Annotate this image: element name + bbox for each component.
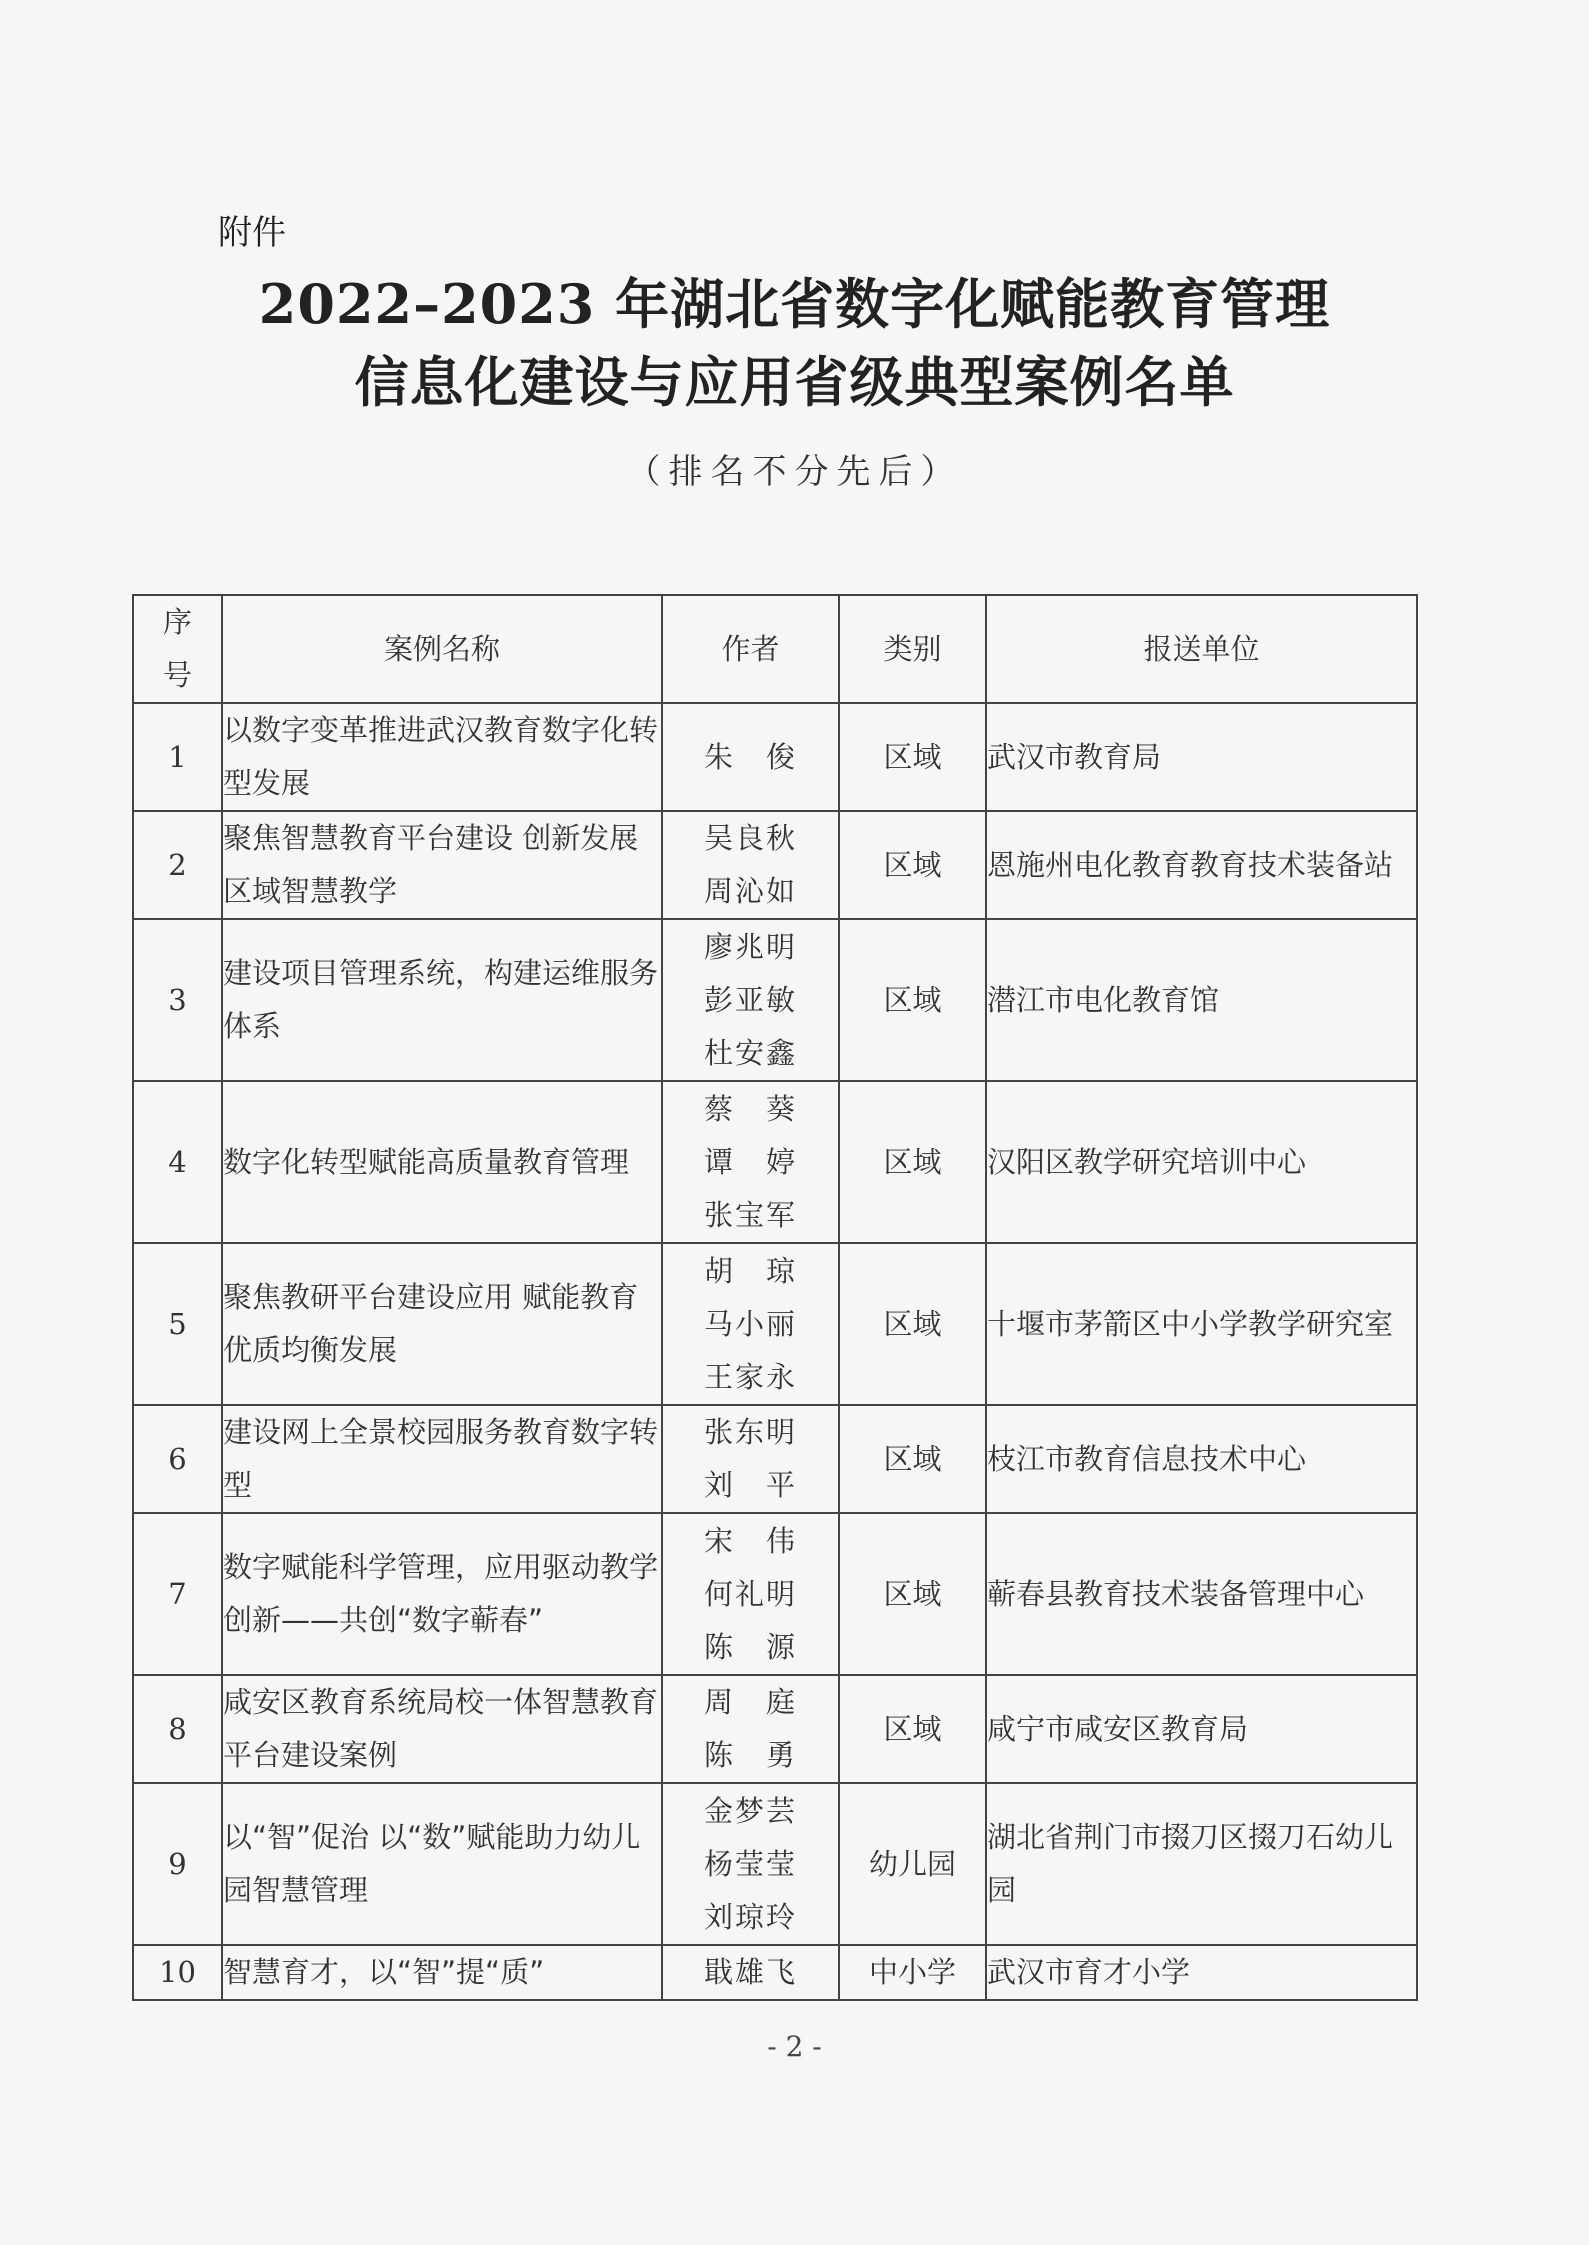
cell-category: 区域 bbox=[839, 1675, 986, 1783]
table-row bbox=[133, 919, 1417, 1081]
cell-category: 区域 bbox=[839, 1081, 986, 1243]
author-name: 王家永 bbox=[703, 1359, 797, 1394]
author-name: 宋 伟 bbox=[703, 1523, 797, 1558]
cell-no: 8 bbox=[133, 1675, 222, 1783]
table-row bbox=[133, 1675, 1417, 1783]
cell-authors bbox=[662, 703, 839, 811]
header-no bbox=[133, 595, 222, 703]
cell-case-name: 建设项目管理系统，构建运维服务体系 bbox=[222, 919, 662, 1081]
cell-case-name: 以“智”促治 以“数”赋能助力幼儿园智慧管理 bbox=[222, 1783, 662, 1945]
cell-unit: 汉阳区教学研究培训中心 bbox=[986, 1081, 1417, 1243]
cell-no: 10 bbox=[133, 1945, 222, 2000]
cell-unit: 十堰市茅箭区中小学教学研究室 bbox=[986, 1243, 1417, 1405]
cell-unit: 恩施州电化教育教育技术装备站 bbox=[986, 811, 1417, 919]
cell-category: 区域 bbox=[839, 919, 986, 1081]
author-name: 戢雄飞 bbox=[703, 1955, 797, 1989]
cell-category: 区域 bbox=[839, 811, 986, 919]
table-row bbox=[133, 1783, 1417, 1945]
author-name: 杨莹莹 bbox=[703, 1846, 797, 1881]
cell-authors bbox=[662, 1675, 839, 1783]
cell-authors bbox=[662, 1513, 839, 1675]
cell-case-name: 聚焦教研平台建设应用 赋能教育优质均衡发展 bbox=[222, 1243, 662, 1405]
header-name: 案例名称 bbox=[222, 595, 662, 703]
author-name: 周沁如 bbox=[703, 874, 797, 908]
cell-unit: 蕲春县教育技术装备管理中心 bbox=[986, 1513, 1417, 1675]
author-name: 吴良秋 bbox=[703, 821, 797, 855]
cell-case-name: 数字赋能科学管理，应用驱动教学创新——共创“数字蕲春” bbox=[222, 1513, 662, 1675]
author-name: 马小丽 bbox=[703, 1306, 797, 1341]
author-name: 杜安鑫 bbox=[703, 1035, 797, 1070]
table-row bbox=[133, 1405, 1417, 1513]
cell-category: 中小学 bbox=[839, 1945, 986, 2000]
cell-authors bbox=[662, 811, 839, 919]
header-author: 作者 bbox=[662, 595, 839, 703]
cell-no: 5 bbox=[133, 1243, 222, 1405]
cell-authors bbox=[662, 1081, 839, 1243]
author-name: 刘琼玲 bbox=[703, 1899, 797, 1934]
author-name: 金梦芸 bbox=[703, 1793, 797, 1828]
document-subtitle: （排名不分先后） bbox=[626, 452, 963, 492]
cell-case-name: 聚焦智慧教育平台建设 创新发展区域智慧教学 bbox=[222, 811, 662, 919]
cell-no: 9 bbox=[133, 1783, 222, 1945]
author-name: 彭亚敏 bbox=[703, 982, 797, 1017]
cell-no: 2 bbox=[133, 811, 222, 919]
header-unit: 报送单位 bbox=[986, 595, 1417, 703]
cell-unit: 湖北省荆门市掇刀区掇刀石幼儿园 bbox=[986, 1783, 1417, 1945]
cell-category: 区域 bbox=[839, 1513, 986, 1675]
table-body bbox=[133, 703, 1417, 2000]
author-name: 刘 平 bbox=[703, 1468, 797, 1502]
case-list-table bbox=[132, 594, 1418, 2001]
header-no-line1: 序 bbox=[162, 605, 192, 639]
header-category: 类别 bbox=[839, 595, 986, 703]
table-row bbox=[133, 811, 1417, 919]
author-name: 廖兆明 bbox=[703, 929, 797, 964]
cell-unit: 枝江市教育信息技术中心 bbox=[986, 1405, 1417, 1513]
table-row bbox=[133, 703, 1417, 811]
table-row bbox=[133, 1945, 1417, 2000]
author-name: 张东明 bbox=[703, 1415, 797, 1449]
cell-case-name: 咸安区教育系统局校一体智慧教育平台建设案例 bbox=[222, 1675, 662, 1783]
author-name: 胡 琼 bbox=[703, 1253, 797, 1288]
cell-authors bbox=[662, 1945, 839, 2000]
author-name: 陈 源 bbox=[703, 1629, 797, 1664]
cell-case-name: 以数字变革推进武汉教育数字化转型发展 bbox=[222, 703, 662, 811]
header-no-line2: 号 bbox=[162, 658, 192, 692]
cell-no: 6 bbox=[133, 1405, 222, 1513]
cell-authors bbox=[662, 1405, 839, 1513]
author-name: 陈 勇 bbox=[703, 1738, 797, 1772]
page-number: - 2 - bbox=[767, 2030, 822, 2063]
cell-category: 区域 bbox=[839, 1243, 986, 1405]
cell-unit: 潜江市电化教育馆 bbox=[986, 919, 1417, 1081]
cell-category: 幼儿园 bbox=[839, 1783, 986, 1945]
cell-unit: 武汉市教育局 bbox=[986, 703, 1417, 811]
cell-authors bbox=[662, 1243, 839, 1405]
cell-category: 区域 bbox=[839, 703, 986, 811]
document-title-line2: 信息化建设与应用省级典型案例名单 bbox=[354, 350, 1235, 414]
cell-no: 4 bbox=[133, 1081, 222, 1243]
cell-case-name: 智慧育才，以“智”提“质” bbox=[222, 1945, 662, 2000]
author-name: 张宝军 bbox=[703, 1197, 797, 1232]
cell-case-name: 数字化转型赋能高质量教育管理 bbox=[222, 1081, 662, 1243]
cell-no: 7 bbox=[133, 1513, 222, 1675]
table-row bbox=[133, 1081, 1417, 1243]
author-name: 周 庭 bbox=[703, 1685, 797, 1719]
cell-authors bbox=[662, 1783, 839, 1945]
table-row bbox=[133, 1513, 1417, 1675]
table-row bbox=[133, 1243, 1417, 1405]
author-name: 何礼明 bbox=[703, 1576, 797, 1611]
cell-no: 1 bbox=[133, 703, 222, 811]
cell-unit: 武汉市育才小学 bbox=[986, 1945, 1417, 2000]
cell-no: 3 bbox=[133, 919, 222, 1081]
cell-case-name: 建设网上全景校园服务教育数字转型 bbox=[222, 1405, 662, 1513]
document-title-line1: 2022–2023 年湖北省数字化赋能教育管理 bbox=[258, 272, 1331, 336]
author-name: 朱 俊 bbox=[703, 739, 797, 774]
author-name: 谭 婷 bbox=[703, 1144, 797, 1179]
cell-category: 区域 bbox=[839, 1405, 986, 1513]
table-header-row bbox=[133, 595, 1417, 703]
author-name: 蔡 葵 bbox=[703, 1091, 797, 1126]
cell-unit: 咸宁市咸安区教育局 bbox=[986, 1675, 1417, 1783]
attachment-label: 附件 bbox=[218, 213, 286, 253]
cell-authors bbox=[662, 919, 839, 1081]
